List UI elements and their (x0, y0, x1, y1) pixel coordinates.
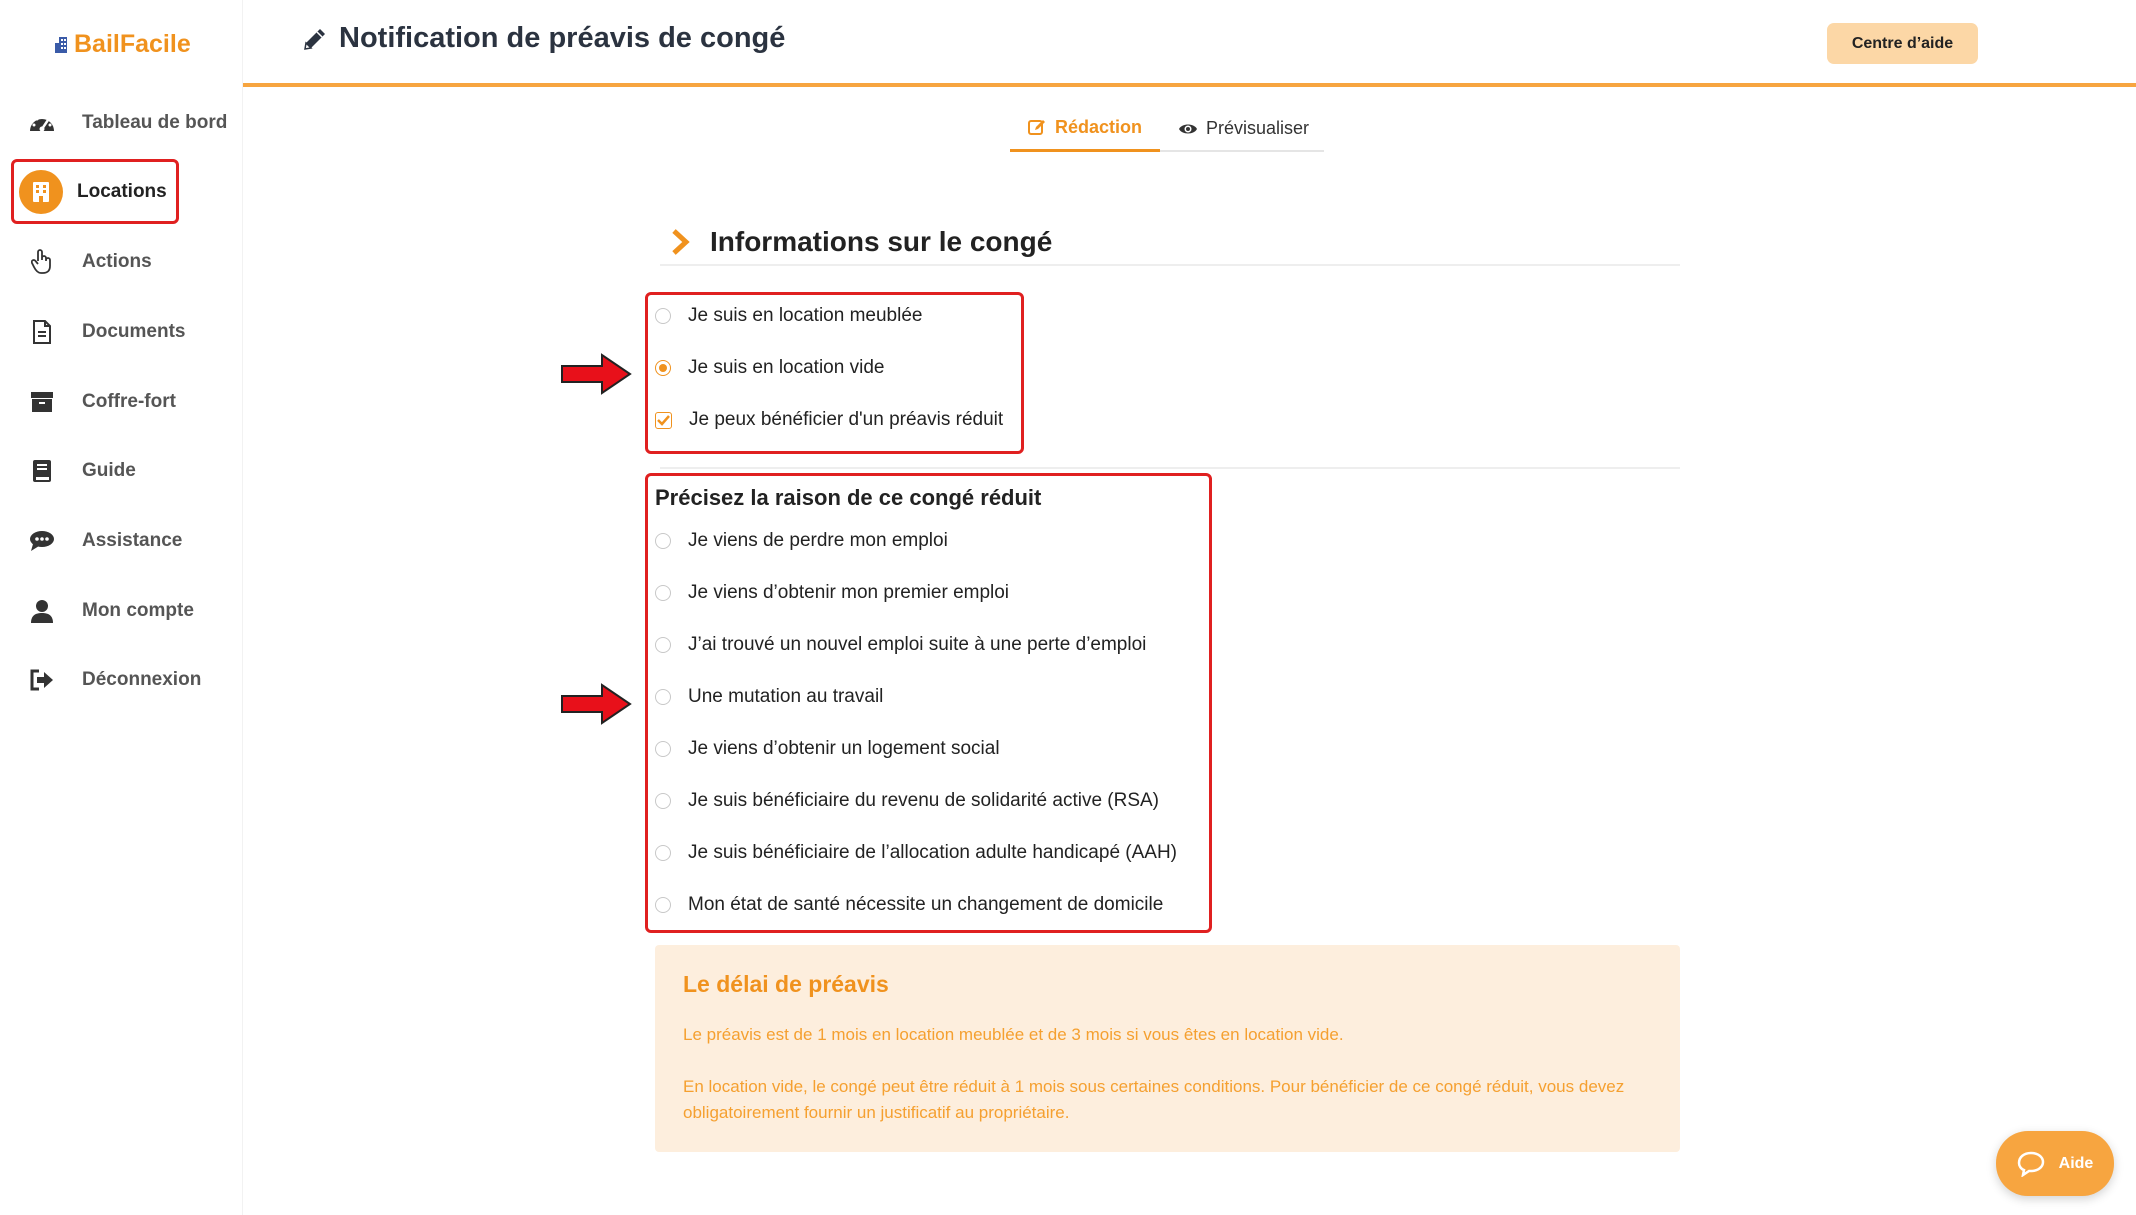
checkbox-checked[interactable] (655, 412, 672, 429)
app-logo[interactable] (54, 30, 191, 59)
sidebar-item-label: Documents (82, 321, 186, 342)
radio-button[interactable] (655, 533, 671, 549)
radio-button-selected[interactable] (655, 360, 671, 376)
sidebar-item-label: Actions (82, 251, 152, 272)
radio-button[interactable] (655, 637, 671, 653)
option-label: Mon état de santé nécessite un changement de domicile (688, 894, 1164, 915)
chat-bubble-icon (24, 523, 60, 559)
sidebar-item-label: Tableau de bord (82, 112, 228, 133)
user-icon (24, 593, 60, 629)
option-label: Je viens d’obtenir mon premier emploi (688, 582, 1010, 603)
aide-label: Aide (2058, 1154, 2094, 1172)
reason-option-nouvel-emploi[interactable] (655, 634, 1146, 656)
sidebar-item-guide[interactable] (24, 443, 136, 499)
tab-label: Prévisualiser (1206, 118, 1310, 138)
pencil-icon (301, 25, 329, 53)
option-label: Je suis en location meublée (688, 305, 923, 326)
radio-button[interactable] (655, 845, 671, 861)
sidebar-item-actions[interactable] (24, 234, 152, 290)
option-location-vide[interactable] (655, 357, 884, 379)
radio-button[interactable] (655, 585, 671, 601)
sidebar-item-documents[interactable] (24, 304, 185, 360)
page-header (243, 0, 2136, 87)
archive-box-icon (24, 384, 60, 420)
option-label: Je suis bénéficiaire de l’allocation adulte handicapé (AAH) (688, 842, 1178, 863)
tab-redaction[interactable] (1010, 105, 1160, 152)
sidebar-item-label: Mon compte (82, 600, 194, 621)
sidebar-item-label: Coffre-fort (82, 391, 176, 412)
book-icon (24, 453, 60, 489)
checkmark-icon (657, 415, 670, 426)
reason-option-mutation[interactable] (655, 686, 883, 708)
reason-option-sante[interactable] (655, 894, 1163, 916)
tab-label: Rédaction (1055, 116, 1143, 137)
reason-heading: Précisez la raison de ce congé réduit (655, 485, 1042, 510)
reason-option-perte-emploi[interactable] (655, 530, 948, 552)
red-arrow-annotation-icon (560, 352, 632, 396)
document-icon (24, 314, 60, 350)
sidebar (0, 0, 243, 1215)
section-heading (660, 220, 1680, 266)
option-label: J’ai trouvé un nouvel emploi suite à une perte d’emploi (688, 634, 1147, 655)
tab-previsualiser[interactable] (1160, 105, 1327, 152)
aide-chat-button[interactable] (1996, 1131, 2114, 1196)
option-label: Je viens de perdre mon emploi (688, 530, 948, 551)
option-label: Je peux bénéficier d'un préavis réduit (689, 409, 1004, 430)
option-label: Une mutation au travail (688, 686, 884, 707)
edit-icon (1028, 118, 1047, 136)
sign-out-icon (24, 662, 60, 698)
section-title: Informations sur le congé (710, 226, 1053, 257)
info-title: Le délai de préavis (683, 971, 889, 997)
sidebar-item-coffre-fort[interactable] (24, 374, 176, 430)
editor-tabs (1010, 105, 1324, 152)
section-divider (660, 467, 1680, 469)
option-label: Je suis en location vide (688, 357, 885, 378)
radio-button[interactable] (655, 308, 671, 324)
notice-period-info-panel (655, 945, 1680, 1152)
sidebar-item-deconnexion[interactable] (24, 652, 201, 708)
option-preavis-reduit[interactable] (655, 409, 1003, 431)
sidebar-item-label: Locations (77, 180, 167, 202)
building-icon (19, 170, 63, 214)
sidebar-item-locations[interactable] (11, 159, 179, 224)
reason-option-aah[interactable] (655, 842, 1177, 864)
option-label: Je suis bénéficiaire du revenu de solidarité active (RSA) (688, 790, 1160, 811)
eye-icon (1178, 122, 1198, 136)
radio-button[interactable] (655, 741, 671, 757)
radio-button[interactable] (655, 793, 671, 809)
sidebar-item-assistance[interactable] (24, 513, 182, 569)
sidebar-item-mon-compte[interactable] (24, 583, 194, 639)
chat-icon (2017, 1151, 2045, 1177)
radio-button[interactable] (655, 689, 671, 705)
option-label: Je viens d’obtenir un logement social (688, 738, 1000, 759)
sidebar-item-label: Déconnexion (82, 669, 202, 690)
red-arrow-annotation-icon (560, 682, 632, 726)
reason-option-premier-emploi[interactable] (655, 582, 1009, 604)
app-name: BailFacile (74, 30, 191, 58)
pointer-hand-icon (24, 244, 60, 280)
info-paragraph-1: Le préavis est de 1 mois en location meublée et de 3 mois si vous êtes en location vide. (683, 1025, 1344, 1044)
option-location-meublee[interactable] (655, 305, 922, 327)
page-title-text: Notification de préavis de congé (339, 22, 786, 54)
reason-option-logement-social[interactable] (655, 738, 1000, 760)
sidebar-item-label: Assistance (82, 530, 183, 551)
reason-option-rsa[interactable] (655, 790, 1159, 812)
sidebar-item-label: Guide (82, 460, 136, 481)
chevron-right-icon (670, 228, 690, 256)
dashboard-gauge-icon (24, 105, 60, 141)
sidebar-item-tableau-de-bord[interactable] (24, 95, 227, 151)
radio-button[interactable] (655, 897, 671, 913)
info-paragraph-2: En location vide, le congé peut être réduit à 1 mois sous certaines conditions. Pour bénéficier de ce congé réduit, vous devez obligatoirement fournir un justificatif au propriétaire. (683, 1077, 1625, 1122)
building-logo-icon (54, 36, 70, 54)
help-center-button[interactable]: Centre d’aide (1827, 23, 1978, 64)
page-title (301, 22, 785, 55)
